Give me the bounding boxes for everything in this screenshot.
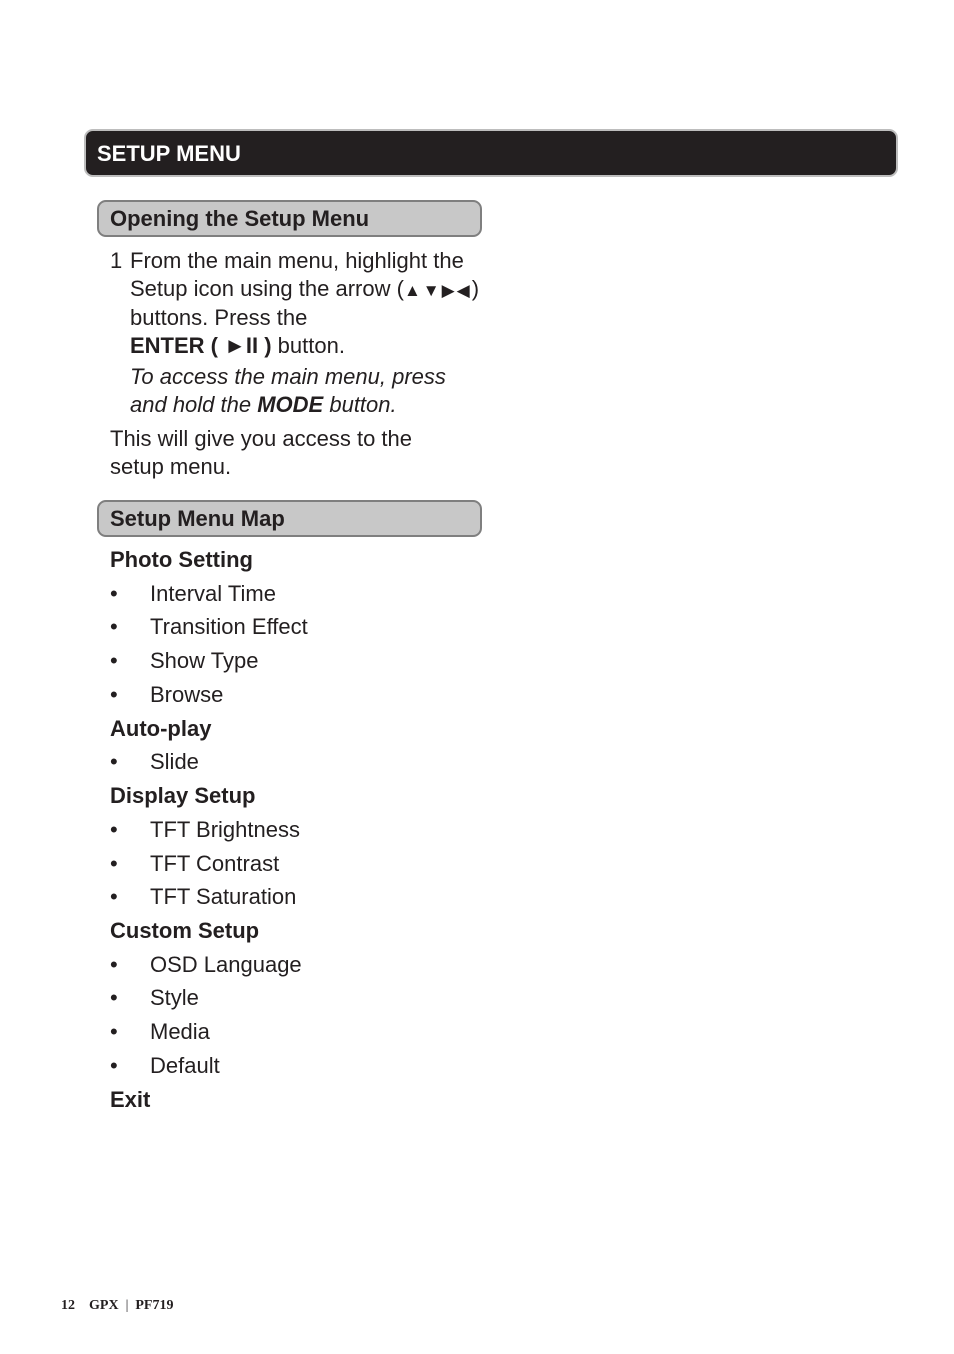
brand-name: GPX — [89, 1298, 119, 1313]
bullet: • — [110, 1053, 118, 1078]
step-text-part-2: ) buttons. Press the — [130, 275, 480, 330]
footer-separator: | — [125, 1298, 129, 1313]
opening-heading: Opening the Setup Menu — [110, 206, 370, 231]
group-title: Display Setup — [110, 783, 256, 808]
note-part-2: button. — [323, 391, 397, 417]
group-title: Exit — [110, 1087, 151, 1112]
model-number: PF719 — [135, 1298, 174, 1313]
page-number: 12 — [61, 1298, 75, 1313]
bullet: • — [110, 851, 118, 876]
section-banner — [84, 129, 898, 177]
enter-button-label: ENTER ( ►II ) — [130, 332, 272, 358]
group-title: Custom Setup — [110, 918, 260, 943]
bullet: • — [110, 682, 118, 707]
step-text-part-1: From the main menu, highlight the Setup icon using the arrow ( — [130, 248, 464, 301]
list-item-label: Show Type — [150, 648, 259, 673]
bullet: • — [110, 614, 118, 639]
follow-text: This will give you access to the setup menu. — [110, 426, 413, 479]
list-item-label: Media — [150, 1019, 210, 1044]
bullet: • — [110, 749, 118, 774]
step-number: 1 — [110, 248, 123, 273]
opening-heading-box — [97, 200, 482, 237]
bullet: • — [110, 581, 118, 606]
step-text — [130, 247, 480, 359]
list-item-label: Interval Time — [150, 581, 276, 606]
note-part-1: To access the main menu, press and hold the — [130, 364, 446, 417]
bullet: • — [110, 985, 118, 1010]
list-item-label: TFT Contrast — [150, 851, 280, 876]
list-item-label: Browse — [150, 682, 224, 707]
bullet: • — [110, 648, 118, 673]
bullet: • — [110, 952, 118, 977]
bullet: • — [110, 884, 118, 909]
page-footer — [61, 1298, 173, 1314]
group-title: Photo Setting — [110, 547, 253, 572]
list-item-label: OSD Language — [150, 952, 302, 977]
arrow-icons: ▲▼▶◀ — [403, 280, 472, 300]
list-item-label: TFT Brightness — [150, 817, 300, 842]
group-title: Auto-play — [110, 716, 212, 741]
map-heading: Setup Menu Map — [110, 506, 285, 531]
bullet: • — [110, 1019, 118, 1044]
list-item-label: Slide — [150, 749, 199, 774]
list-item-label: Style — [150, 985, 199, 1010]
mode-button-label: MODE — [257, 391, 324, 417]
list-item-label: Default — [150, 1053, 220, 1078]
step-text-part-3: button. — [271, 332, 345, 358]
banner-title: SETUP MENU — [97, 141, 241, 166]
map-heading-box — [97, 500, 482, 537]
list-item-label: Transition Effect — [150, 614, 308, 639]
note-text — [130, 363, 480, 418]
list-item-label: TFT Saturation — [150, 884, 297, 909]
bullet: • — [110, 817, 118, 842]
